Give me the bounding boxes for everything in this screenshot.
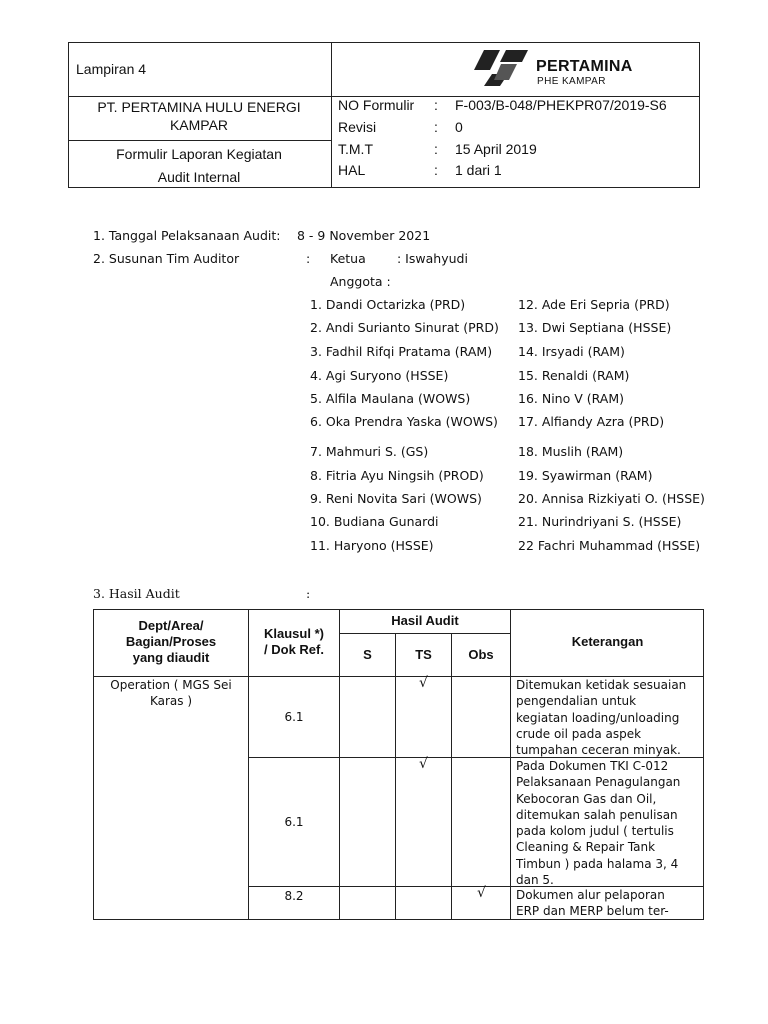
col-header-keterangan: Keterangan <box>571 634 644 649</box>
member-item: 16. Nino V (RAM) <box>518 391 625 406</box>
member-item: 8. Fitria Ayu Ningsih (PROD) <box>310 468 484 483</box>
table-row-keterangan <box>516 887 669 920</box>
col-header-klausul <box>249 626 339 658</box>
table-grid-line <box>339 633 511 634</box>
meta-value-tmt: 15 April 2019 <box>455 141 537 157</box>
keterangan-line: dan 5. <box>516 873 554 888</box>
col-header-klausul-line: / Dok Ref. <box>264 642 324 657</box>
table-row-klausul: 6.1 <box>284 710 304 724</box>
ketua-value: : Iswahyudi <box>397 251 468 266</box>
company-name-line2: KAMPAR <box>169 117 229 133</box>
member-item: 17. Alfiandy Azra (PRD) <box>518 414 665 429</box>
logo-subtitle: PHE KAMPAR <box>537 76 606 87</box>
dept-line: Karas ) <box>149 694 193 709</box>
member-item: 1. Dandi Octarizka (PRD) <box>310 297 466 312</box>
keterangan-line: ditemukan salah penulisan <box>516 807 678 822</box>
lampiran-label: Lampiran 4 <box>76 61 147 77</box>
member-item: 2. Andi Surianto Sinurat (PRD) <box>310 320 499 335</box>
col-header-dept-line: yang diaudit <box>132 650 210 665</box>
hasil-audit-label: 3. Hasil Audit <box>93 586 180 601</box>
member-item: 21. Nurindriyani S. (HSSE) <box>518 514 682 529</box>
member-item: 19. Syawirman (RAM) <box>518 468 653 483</box>
member-item: 12. Ade Eri Sepria (PRD) <box>518 297 670 312</box>
member-item: 11. Haryono (HSSE) <box>310 538 434 553</box>
ketua-label: Ketua <box>330 251 366 266</box>
member-item: 6. Oka Prendra Yaska (WOWS) <box>310 414 498 429</box>
header-divider-vertical <box>331 43 332 187</box>
table-row-klausul: 6.1 <box>284 815 304 829</box>
keterangan-line: Pada Dokumen TKI C-012 <box>516 759 669 773</box>
meta-sep: : <box>434 162 438 178</box>
keterangan-line: crude oil pada aspek <box>516 726 642 741</box>
table-row-klausul: 8.2 <box>284 889 304 903</box>
col-header-ts: TS <box>415 647 432 662</box>
meta-label-hal: HAL <box>338 162 366 178</box>
keterangan-line: Dokumen alur pelaporan <box>516 888 665 902</box>
form-title-line1: Formulir Laporan Kegiatan <box>116 146 282 162</box>
anggota-label: Anggota : <box>330 274 391 289</box>
col-header-s: S <box>363 647 372 662</box>
team-label: 2. Susunan Tim Auditor <box>93 251 240 266</box>
meta-label-revisi: Revisi <box>338 119 377 135</box>
pertamina-logo-icon <box>470 46 532 88</box>
meta-value-no-formulir: F-003/B-048/PHEKPR07/2019-S6 <box>455 97 667 113</box>
keterangan-line: kegiatan loading/unloading <box>516 710 680 725</box>
meta-value-hal: 1 dari 1 <box>455 162 502 178</box>
audit-date-value: 8 - 9 November 2021 <box>297 228 431 243</box>
meta-label-no-formulir: NO Formulir <box>338 97 415 113</box>
member-item: 7. Mahmuri S. (GS) <box>310 444 429 459</box>
member-item: 14. Irsyadi (RAM) <box>518 344 625 359</box>
member-item: 13. Dwi Septiana (HSSE) <box>518 320 672 335</box>
company-name-line1: PT. PERTAMINA HULU ENERGI <box>97 99 301 115</box>
member-item: 20. Annisa Rizkiyati O. (HSSE) <box>518 491 705 506</box>
member-item: 18. Muslih (RAM) <box>518 444 624 459</box>
keterangan-line: Cleaning & Repair Tank <box>516 840 656 855</box>
keterangan-line: pengendalian untuk <box>516 694 637 709</box>
member-item: 9. Reni Novita Sari (WOWS) <box>310 491 482 506</box>
keterangan-line: Kebocoran Gas dan Oil, <box>516 791 657 806</box>
keterangan-line: pada kolom judul ( tertulis <box>516 824 674 839</box>
hasil-audit-sep: : <box>306 586 311 601</box>
dept-line: Operation ( MGS Sei <box>110 678 232 692</box>
meta-sep: : <box>434 141 438 157</box>
obs-check-mark: √ <box>477 885 486 901</box>
keterangan-line: Pelaksanaan Penagulangan <box>516 775 681 790</box>
keterangan-line: tumpahan ceceran minyak. <box>516 743 681 758</box>
member-item: 10. Budiana Gunardi <box>310 514 439 529</box>
col-header-obs: Obs <box>468 647 494 662</box>
table-row-keterangan <box>516 677 686 758</box>
audit-date-label: 1. Tanggal Pelaksanaan Audit: <box>93 228 281 243</box>
meta-sep: : <box>434 97 438 113</box>
meta-value-revisi: 0 <box>455 119 463 135</box>
col-header-hasil-audit: Hasil Audit <box>391 613 459 628</box>
form-title-line2: Audit Internal <box>157 169 241 185</box>
team-sep: : <box>306 251 311 266</box>
logo-brand: PERTAMINA <box>536 58 633 75</box>
meta-sep: : <box>434 119 438 135</box>
table-row-keterangan <box>516 758 680 888</box>
member-item: 22 Fachri Muhammad (HSSE) <box>518 538 701 553</box>
member-item: 4. Agi Suryono (HSSE) <box>310 368 449 383</box>
table-grid-line <box>510 609 511 920</box>
ts-check-mark: √ <box>419 675 428 691</box>
keterangan-line: Timbun ) pada halama 3, 4 <box>516 856 679 871</box>
member-item: 3. Fadhil Rifqi Pratama (RAM) <box>310 344 493 359</box>
meta-label-tmt: T.M.T <box>338 141 373 157</box>
keterangan-line: ERP dan MERP belum ter- <box>516 904 669 919</box>
keterangan-line: Ditemukan ketidak sesuaian <box>516 678 687 692</box>
col-header-dept <box>94 618 248 666</box>
col-header-dept-line: Dept/Area/ <box>138 618 204 633</box>
member-item: 15. Renaldi (RAM) <box>518 368 630 383</box>
col-header-dept-line: Bagian/Proses <box>125 634 217 649</box>
table-row-dept <box>94 677 248 710</box>
ts-check-mark: √ <box>419 756 428 772</box>
member-item: 5. Alfila Maulana (WOWS) <box>310 391 471 406</box>
header-divider-left <box>69 140 331 141</box>
col-header-klausul-line: Klausul *) <box>264 626 324 641</box>
